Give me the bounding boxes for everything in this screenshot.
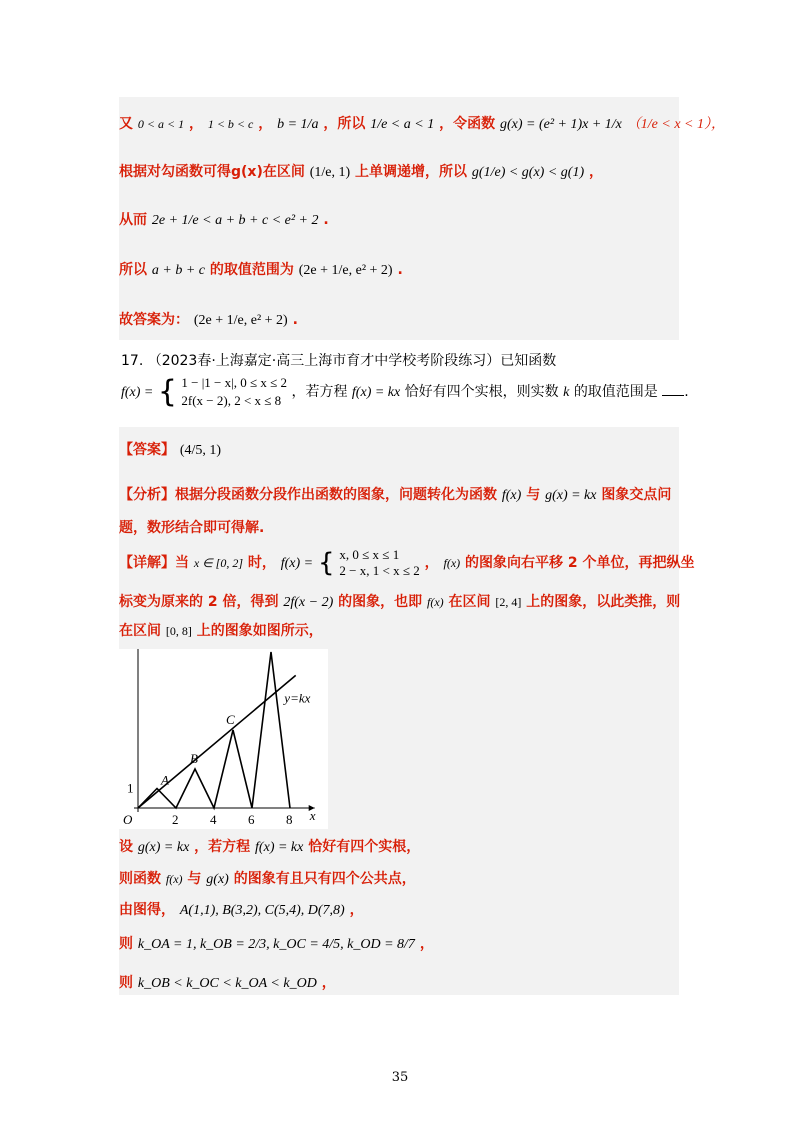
text: 标变为原来的 2 倍，得到 bbox=[119, 594, 279, 610]
text: 设 bbox=[119, 839, 133, 855]
text: 的取值范围是 bbox=[573, 384, 658, 400]
math: f(x) = bbox=[280, 556, 314, 571]
text: 题，数形结合即可得解. bbox=[119, 520, 265, 536]
text: ，若方程 bbox=[291, 384, 348, 400]
question-text: 17. （2023春·上海嘉定·高三上海市育才中学校考阶段练习）已知函数 bbox=[121, 353, 557, 369]
text: 则 bbox=[119, 936, 133, 952]
text: 【分析】根据分段函数分段作出函数的图象，问题转化为函数 bbox=[119, 487, 497, 503]
math: k bbox=[563, 385, 570, 400]
text: . bbox=[397, 262, 403, 278]
text: 与 bbox=[187, 871, 202, 887]
point-label: A bbox=[161, 772, 169, 788]
text: ，若方程 bbox=[194, 839, 251, 855]
answer-label: 【答案】 bbox=[119, 442, 175, 458]
x-axis-label: x bbox=[309, 808, 316, 823]
case-2: 2 − x, 1 < x ≤ 2 bbox=[339, 563, 420, 578]
text: . bbox=[292, 312, 298, 328]
text: 所以 bbox=[119, 262, 147, 278]
x-tick-label: 4 bbox=[210, 812, 217, 827]
math: f(x) bbox=[443, 556, 461, 570]
point-label: C bbox=[226, 712, 235, 727]
text: ， bbox=[419, 936, 434, 952]
math: a + b + c bbox=[151, 263, 205, 278]
question-line-2 bbox=[121, 374, 689, 410]
point-label: B bbox=[190, 751, 198, 766]
math: A(1,1), B(3,2), C(5,4), D(7,8) bbox=[179, 903, 345, 918]
text: 在区间 bbox=[448, 594, 491, 610]
y-tick-label: 1 bbox=[127, 780, 134, 796]
brace-icon: { bbox=[318, 548, 335, 578]
case-2: 2f(x − 2), 2 < x ≤ 8 bbox=[181, 393, 282, 408]
detail-line-1 bbox=[119, 547, 695, 579]
math: f(x) bbox=[501, 488, 522, 503]
math: f(x) = kx bbox=[255, 840, 304, 855]
analysis-line-2 bbox=[119, 517, 679, 537]
text: 由图得， bbox=[119, 902, 175, 918]
text: ，所以 bbox=[323, 116, 366, 132]
text: ，令函数 bbox=[439, 116, 496, 132]
math: (1/e, 1) bbox=[309, 165, 351, 180]
math: f(x) = kx bbox=[351, 385, 401, 400]
piecewise-cases bbox=[181, 374, 287, 410]
function-graph bbox=[119, 649, 328, 829]
summary-line-1 bbox=[119, 836, 679, 856]
text: 故答案为： bbox=[119, 312, 189, 328]
brace-icon: { bbox=[157, 374, 177, 410]
math: 1/e < a < 1 bbox=[370, 117, 435, 132]
x-tick-label: 8 bbox=[286, 812, 293, 827]
math: g(x) bbox=[206, 872, 229, 887]
text: 恰好有四个实根， bbox=[308, 839, 421, 855]
text: 的图象，也即 bbox=[338, 594, 423, 610]
line-5 bbox=[119, 309, 679, 329]
math: f(x) bbox=[427, 595, 444, 609]
text: 的取值范围为 bbox=[209, 262, 294, 278]
line-label: y=kx bbox=[284, 690, 311, 706]
math: [0, 8] bbox=[165, 624, 192, 638]
x-tick-label: 2 bbox=[172, 812, 179, 827]
math: g(1/e) < g(x) < g(1) bbox=[471, 165, 585, 180]
text: 【详解】当 bbox=[119, 555, 189, 571]
math: （1/e < x < 1）， bbox=[626, 117, 725, 132]
page-number: 35 bbox=[391, 1070, 409, 1085]
solution-block-bottom bbox=[119, 427, 695, 995]
math: 2e + 1/e < a + b + c < e² + 2 bbox=[151, 213, 319, 228]
text: 的图象向右平移 2 个单位，再把纵坐 bbox=[465, 555, 695, 571]
math: 2f(x − 2) bbox=[283, 595, 334, 610]
line-1: 又 0 < a < 1 ， 1 < b < c ， b = 1/a ，所以 1/e < a < 1 ，令函数 g(x) = (e² + 1)x + 1/x （1/e < x < 1）， bbox=[119, 116, 725, 132]
case-1: 1 − |1 − x|, 0 ≤ x ≤ 2 bbox=[181, 375, 288, 390]
case-1: x, 0 ≤ x ≤ 1 bbox=[339, 547, 400, 562]
text: 则 bbox=[119, 975, 133, 991]
summary-line-2 bbox=[119, 868, 679, 888]
math: x ∈ [0, 2] bbox=[193, 556, 243, 570]
answer-blank bbox=[662, 395, 684, 396]
text: 则函数 bbox=[119, 871, 161, 887]
text: ， bbox=[349, 902, 364, 918]
analysis-line-1 bbox=[119, 484, 679, 504]
text: . bbox=[684, 384, 689, 400]
answer-line bbox=[119, 439, 679, 459]
question-line-1 bbox=[121, 350, 556, 370]
text: ， bbox=[424, 555, 439, 571]
math: b = 1/a bbox=[277, 117, 319, 132]
solution-block-top bbox=[119, 97, 725, 340]
math: [2, 4] bbox=[495, 595, 522, 609]
text: 上的图象如图所示， bbox=[196, 623, 323, 639]
text: . bbox=[323, 212, 329, 228]
detail-line-3 bbox=[119, 620, 679, 640]
text: 恰好有四个实根，则实数 bbox=[404, 384, 559, 400]
line-3 bbox=[119, 209, 679, 229]
text: ， bbox=[588, 164, 603, 180]
x-tick-label: 6 bbox=[248, 812, 255, 827]
math: k_OB < k_OC < k_OA < k_OD bbox=[137, 976, 317, 991]
line-2 bbox=[119, 161, 679, 181]
text: 时， bbox=[247, 555, 276, 571]
text: 根据对勾函数可得g(x)在区间 bbox=[119, 164, 305, 180]
math: (2e + 1/e, e² + 2) bbox=[298, 263, 393, 278]
summary-line-4 bbox=[119, 933, 679, 953]
answer-value: (4/5, 1) bbox=[179, 443, 222, 458]
math: g(x) = (e² + 1)x + 1/x bbox=[499, 117, 622, 132]
text: 的图象有且只有四个公共点， bbox=[233, 871, 416, 887]
text: 与 bbox=[526, 487, 541, 503]
math: g(x) = kx bbox=[137, 840, 190, 855]
origin-label: O bbox=[123, 812, 133, 827]
text: 图象交点问 bbox=[601, 487, 672, 503]
math: f(x) bbox=[165, 872, 183, 886]
math: k_OA = 1, k_OB = 2/3, k_OC = 4/5, k_OD = 8/7 bbox=[137, 937, 415, 952]
math: f(x) = bbox=[121, 385, 154, 400]
summary-line-3 bbox=[119, 899, 679, 919]
line-4 bbox=[119, 259, 679, 279]
summary-line-5 bbox=[119, 972, 679, 992]
math: 0 < a < 1 bbox=[137, 117, 185, 131]
piecewise-cases bbox=[339, 547, 419, 579]
text: 上的图象，以此类推，则 bbox=[526, 594, 681, 610]
text: 在区间 bbox=[119, 623, 161, 639]
detail-line-2 bbox=[119, 591, 679, 611]
text: ， bbox=[321, 975, 336, 991]
math: (2e + 1/e, e² + 2) bbox=[193, 313, 288, 328]
math: g(x) = kx bbox=[545, 488, 597, 503]
text: 又 bbox=[119, 116, 133, 132]
text: 上单调递增，所以 bbox=[355, 164, 468, 180]
text: 从而 bbox=[119, 212, 147, 228]
series-line-kx bbox=[138, 675, 296, 808]
math: 1 < b < c bbox=[207, 117, 254, 131]
